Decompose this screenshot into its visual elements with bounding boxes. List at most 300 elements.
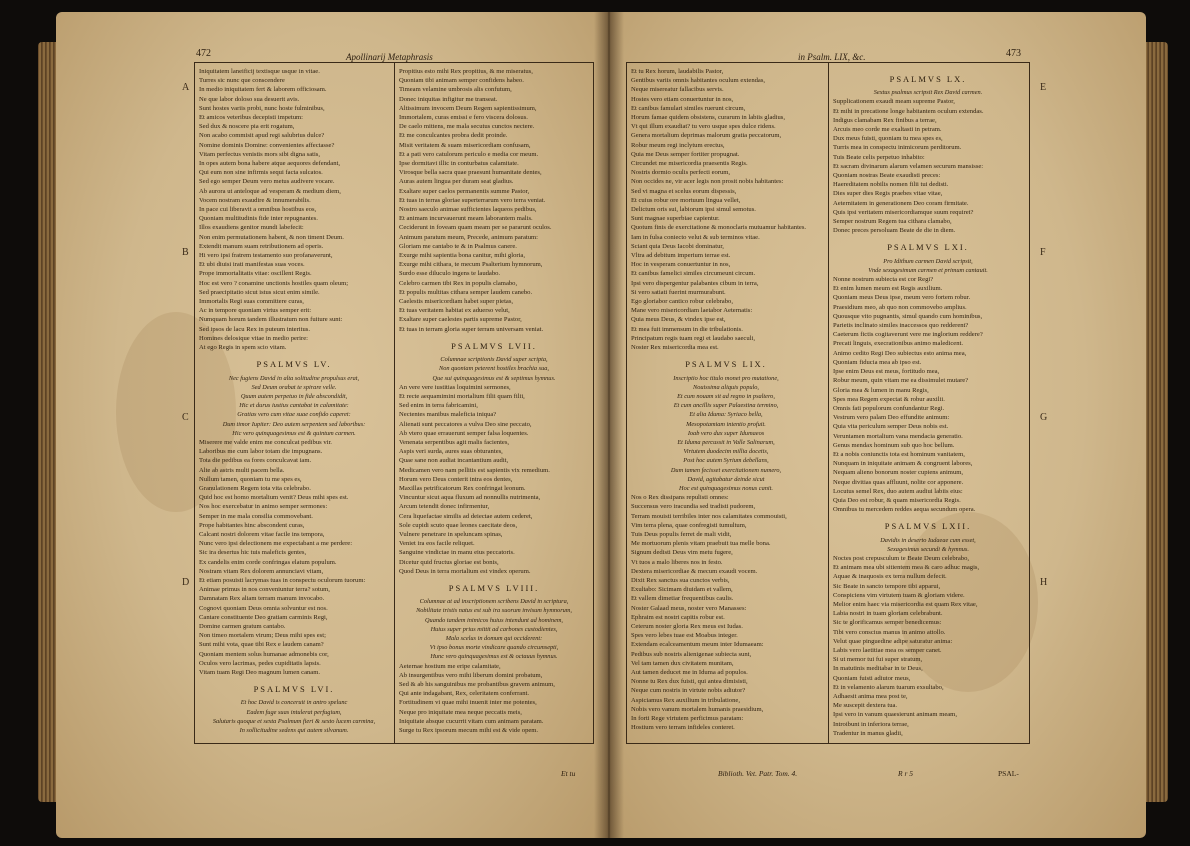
verse-line: Ne que labor doloso sua desuerit avis.: [199, 95, 300, 103]
verse-line: Vincuntur sicut aqua fluxum ad nonnullis nutrimenta,: [399, 494, 541, 502]
verse-line: Signum dedisti Deus vim metu fugere,: [631, 549, 733, 557]
psalm-argument-line: Dum timor Iupiter: Deo autem serpentem sed laboribus:: [222, 420, 366, 428]
verse-line: Indigus clamabam Rex finibus a terrae,: [833, 116, 937, 124]
verse-line: Pedibus sub nostris alienigenae subiecta sunt,: [631, 650, 752, 658]
psalm-argument-line: David, agitabatur deinde sicut: [687, 475, 765, 483]
verse-line: Et tuas in terras gloriae superterrarum vero terra veniat.: [399, 196, 546, 204]
verse-line: Sed dux & noscere pia erit rogatum,: [199, 123, 295, 131]
left-page: [56, 12, 604, 838]
verse-line: Vitam perfectus venistis mors sibi digna satis,: [199, 150, 321, 158]
verse-line: Surdo esse diluculo ingens te laudabo.: [399, 270, 501, 278]
verse-line: Ipse enim Deus est meus, fortitudo mea,: [833, 368, 940, 376]
verse-line: Vitam tuam Regi Deo magnum lumen canam.: [199, 669, 321, 676]
page-edges-right: [1144, 42, 1168, 802]
psalm-argument-line: Sextus psalmus scripsit Rex David carmen.: [873, 89, 983, 97]
psalm-heading: PSALMVS LVIII.: [448, 582, 540, 593]
verse-line: Exaltare super caelestes partis supreme Pastor,: [399, 316, 522, 324]
verse-line: Vim terra plena, quae confregisti tumultum,: [631, 521, 747, 529]
verse-line: Numquam horum tandem illustratum non fuiture sunt:: [199, 316, 343, 324]
verse-line: Et a nobis coniunctis tota est hominum vanitatem,: [833, 450, 965, 458]
verse-line: Robur meum, quin vitam me ea dissimulet mutare?: [833, 377, 969, 385]
verse-line: An vere vere iustitias loquimini sermones,: [399, 383, 511, 391]
verse-line: Animae primus in nos conveniuntur terra? sotum,: [199, 586, 330, 594]
verse-line: Hostes vero etiam conuertuntur in nos,: [631, 95, 734, 103]
verse-line: Prope habitantes hinc abscondent curas,: [199, 521, 305, 529]
verse-line: Venenata serpentibus agit malis facientes,: [399, 438, 510, 446]
psalm-argument-line: Gratias vero cum vitae suae confido caperet:: [237, 411, 351, 419]
psalm-argument-line: Quum autem perpetuo in fide abscondidit,: [240, 392, 348, 400]
verse-line: Et mihi in precatione longe habitantem oculum extendas.: [833, 107, 984, 115]
verse-line: Non enim permutationem habent, & non timent Deum.: [199, 233, 344, 241]
verse-line: Nunquam in iniquitate animam & congruent labores,: [833, 460, 973, 468]
verse-line: Dies super dies Regis praebes vitae vitae,: [833, 190, 943, 198]
verse-line: Aquae & inaquosis ex terra nullum defecit.: [833, 573, 947, 581]
psalm-heading: PSALMVS LXI.: [887, 242, 969, 253]
verse-line: [833, 738, 1023, 739]
verse-line: Ego gloriabor cantico robur celebrabo,: [631, 298, 733, 306]
verse-line: Et etiam posuisti lacrymas tuas in conspectu oculorum tuorum:: [199, 576, 366, 584]
verse-line: Veruntamen mortalium vana mendacia generatio.: [833, 432, 963, 440]
verse-line: Sed praecipitatio sicut istus sicut enim simile.: [199, 288, 320, 296]
psalm-argument-line: Hic vero quinquagesimus est & quintum carmen.: [232, 429, 356, 437]
verse-line: Vulnere penetrare in speluncam spinas,: [399, 530, 503, 538]
psalm-argument-line: Salutaris quoque et sexta Psalmum fieri & sexto lucem carmina,: [212, 717, 376, 725]
verse-line: Domine carmen gratum cantabo.: [199, 622, 286, 630]
verse-line: Sunt hostes variis probi, nunc hoste fulminibus,: [199, 104, 325, 112]
verse-line: Genus mendax hominum sub quo hoc bellum.: [833, 441, 955, 449]
verse-line: Cognovi quoniam Deus omnia solvuntur est nos.: [199, 604, 328, 612]
verse-line: Non timeo mortalem virum; Deus mihi spes est;: [199, 632, 326, 640]
verse-line: Noctes post crepusculum te Beate Deum celebrabo,: [833, 554, 970, 562]
verse-line: Hoc est vero ? conamine unctionis hostiles quam oleum;: [199, 279, 349, 287]
verse-line: Iniquitate absque cucurrit vitam cum animam paratam.: [399, 717, 544, 725]
psalm-heading: PSALMVS LVII.: [451, 340, 537, 351]
verse-line: Melior enim haec via misericordia est quam Rex vitae,: [833, 600, 978, 608]
verse-line: Nonne tu Rex dux fuisti, qui antea dimisisti,: [631, 678, 748, 686]
psalm-argument-line: Et Iduma percussit in Valle Salinarum,: [677, 438, 775, 446]
verse-line: Maxillas petrificatorum Rex confringat leonum.: [399, 484, 526, 492]
verse-line: Fortitudinem vi quae mihi inuenit inter me potentes,: [399, 699, 537, 707]
verse-line: Celebro carmen tibi Rex in populis clamabo,: [399, 279, 518, 287]
psalm-argument-line: Vnde sexagesimum carmen et primum cantauit.: [868, 266, 988, 274]
verse-line: Quis ipsi veritatem misericordiamque suum requiret?: [833, 208, 974, 216]
verse-line: Timeam velamine umbrosis alis confutum,: [399, 86, 512, 94]
psalm-argument-line: Mesopotamiam intentio profuit.: [686, 420, 766, 428]
verse-line: Nequam alieno bonorum noster cupiens animum,: [833, 469, 964, 477]
psalm-argument-line: Post hoc autem Syrium debellans,: [683, 457, 769, 465]
verse-line: Sunt magnae superbiae capientur.: [631, 215, 720, 223]
verse-line: Arcuis meo corde me exaltasti in petram.: [833, 126, 942, 134]
right-running-head: in Psalm. LIX, &c.: [798, 52, 866, 62]
verse-line: Conspiciens vim virtutem tuam & gloriam videre.: [833, 591, 965, 599]
verse-line: Granulationem Regem tota vita celebrabo.: [199, 484, 311, 492]
verse-line: Et in velamento alarum tuarum exsultabo,: [833, 683, 944, 691]
verse-line: Delictum oris sui, labiorum ipsi simul semotus.: [631, 206, 756, 214]
psalm-heading: PSALMVS LVI.: [253, 684, 335, 695]
verse-line: Vltra ad debitum imperium terrae est.: [631, 252, 731, 260]
verse-line: Animum paratum meum, Precede, animum paratum:: [399, 233, 538, 241]
left-page-number: 472: [196, 48, 211, 59]
margin-letter-g: G: [1040, 412, 1048, 423]
verse-line: Altissimum invocem Deum Regem sapientissimum,: [399, 104, 537, 112]
verse-line: Et ubi diuisi irati manifestas suas voces.: [199, 261, 305, 269]
verse-line: Spes mea Regem expectat & robur auxilii.: [833, 395, 945, 403]
verse-line: Praesidium meo, ab quo non commovebo amplius.: [833, 303, 967, 311]
verse-line: In opes autem bona habere atque aequores defendant,: [199, 160, 340, 168]
psalm-argument-line: Et cum ancillis super Palaestina termino,: [673, 402, 779, 410]
psalm-argument-line: Et cum nouam sit ad regno in psaltero,: [677, 392, 775, 400]
verse-line: Caelestis misericordiam habet super pietas,: [399, 298, 514, 306]
right-text-frame: [626, 62, 1030, 744]
verse-line: Damnatam Rex aliam terram manum invocabo.: [199, 595, 325, 603]
verse-line: Gloria mea & lumen in manu Regis,: [833, 386, 929, 394]
verse-line: Dixit Rex sanctus sua cunctos verbis,: [631, 576, 730, 584]
verse-line: Sanguine vindictae in manu eius peccatoris.: [399, 549, 515, 557]
verse-line: Sed & ab his sanguinibus me probantibus gravem animum,: [399, 681, 555, 688]
verse-line: Extendam ecalceamentum meum inter Idumaeam:: [631, 641, 764, 649]
right-page-number: 473: [1006, 48, 1021, 59]
verse-line: Nos hoc exercebatur in animo semper sermones:: [199, 503, 328, 511]
verse-line: Exurge mihi cithara, te mecum Psalterium hymnorum,: [399, 261, 543, 269]
psalm-argument-line: Et alia Iduma: Syriaco bella,: [689, 411, 763, 419]
psalm-argument-line: Vt ipso bonus morte vindicare quando circumsepti,: [429, 644, 559, 652]
verse-line: Arcum tetendit donec infirmentur,: [399, 503, 490, 511]
verse-line: Quod Deus in terra mortalium est vindex operum.: [399, 567, 531, 575]
psalm-argument-line: Non quoniam peterent hostiles brachia sua,: [439, 365, 549, 373]
psalm-argument-line: Dum tamen fecisset exercitationem numero,: [670, 466, 782, 474]
verse-line: Et mea fuit immensum in die tribulationis.: [631, 325, 743, 333]
psalm-argument-line: Mala scelus in domum qui occiderent:: [445, 634, 543, 642]
verse-line: Genera mortalium deprimas malorum gratia peccatorum,: [631, 132, 782, 140]
verse-line: Quoniam fiducia mea ab ipso est.: [833, 358, 922, 366]
psalm-argument-line: Nec fugiens David in alta solitudine propulsus erat,: [228, 374, 360, 382]
verse-line: Qui ante indagabant, Rex, celeritatem conferrant.: [399, 690, 529, 698]
verse-line: Illos exaudiens genitor mundi labefecit:: [199, 224, 304, 232]
verse-line: Tradentur in manus gladii,: [833, 729, 903, 737]
margin-letter-h: H: [1040, 577, 1048, 588]
psalm-argument-line: Ioab vero dux super Idumaeos: [687, 429, 765, 437]
verse-line: Quoniam mentem solus humanae admonebis cor,: [199, 650, 329, 658]
verse-line: Me suscepit dextera tua.: [833, 702, 898, 710]
verse-line: Horum vero Deus conterit intra eos dentes,: [399, 475, 513, 483]
verse-line: Propitius esto mihi Rex propitius, & me miseratus,: [399, 68, 533, 75]
verse-line: Et tu Rex horum, laudabilis Pastor,: [631, 68, 724, 75]
margin-letter-a: A: [182, 82, 190, 93]
psalm-argument-line: Et hoc David is conceruit in antro spelunc: [240, 699, 348, 707]
psalm-argument-line: Nouissima aliquis populo,: [693, 383, 759, 391]
verse-line: Turres sic nunc que conscendere: [199, 77, 285, 85]
verse-line: Quia vita periculum semper Deus nobis est.: [833, 423, 949, 431]
verse-line: Animo cedito Regi Deo subiectus esto anima mea,: [833, 349, 967, 357]
verse-line: Supplicationem exaudi meam supreme Pastor,: [833, 98, 955, 106]
column-rule: [828, 63, 829, 743]
verse-line: Misit veritatem & suam misericordiam confusam,: [399, 141, 531, 149]
verse-line: Labia nostri in tuam gloriam celebrabunt.: [833, 610, 943, 618]
verse-line: Quoniam meus Deus ipse, meum vero fortem robur.: [833, 294, 971, 302]
psalm-argument-line: Hic et durus iustius cantabat in calamitate:: [239, 402, 349, 410]
verse-line: Et populis multitas cithara semper laudem canebo.: [399, 288, 533, 296]
margin-letter-c: C: [182, 412, 189, 423]
verse-line: Noster Rex misericordia mea est.: [631, 344, 719, 352]
verse-line: Nomine dominis Domine: convenientes affectasse?: [199, 141, 335, 149]
psalm-argument-line: Virtutem duodecim millia docetis,: [683, 448, 769, 456]
psalm-argument-line: Davidis in deserto Iudaeae cum esset,: [880, 536, 976, 544]
verse-line: Vel tam tamen dux civitatem munitam,: [631, 659, 734, 667]
verse-line: Vt tuos a malo liberes nos in festo.: [631, 558, 723, 566]
verse-line: Parietis inclinato similes inaccessos quo redderent?: [833, 322, 969, 330]
verse-line: Aspiciamus Rex auxilium in tribulatione,: [631, 696, 740, 704]
verse-line: Nonne nostrum subiecta est cor Regi?: [833, 276, 934, 284]
left-text-frame: [194, 62, 594, 744]
verse-line: Ex candelis enim corde confringas elatum populum.: [199, 558, 337, 566]
verse-line: Nostram vitam Rex dolorem annunciavi vitam,: [199, 567, 324, 575]
verse-line: Omnibus tu mercedem reddes aequa secundum opera.: [833, 506, 976, 514]
verse-line: Sed enim in terra fabricamini,: [399, 402, 478, 410]
verse-line: Neque misereatur fallacibus servis.: [631, 86, 724, 94]
verse-line: Quoniam fuisti adiutor meus,: [833, 674, 911, 682]
verse-line: Hi vero ipsi fratrem testamento suo profanaverunt,: [199, 252, 333, 260]
verse-line: Caeterum fictis cogitaverunt vere me inglorium reddere?: [833, 331, 983, 339]
verse-line: Quousque vito pugnantis, simul quando cum hominibus,: [833, 312, 983, 320]
verse-line: Miserere me valde enim me conculcat pedibus vir.: [199, 438, 332, 446]
verse-line: Et tuas veritatem habitat ex aduerso velut,: [399, 307, 510, 315]
verse-line: Exurge mihi sapientia bona canitur, mihi gloria,: [399, 252, 525, 260]
psalm-argument-line: Columnae scriptionis David super scripta,: [440, 356, 548, 364]
verse-line: Labis vero laetitiae mea os semper canet.: [833, 646, 942, 654]
verse-line: Donec preces persoluam Beate de die in diem.: [833, 227, 956, 235]
verse-line: Nostris dormio oculis perfecti eorum,: [631, 169, 731, 177]
verse-line: Cera liquefactae similis ad deiectae autem cederet,: [399, 512, 533, 520]
verse-line: In medio iniquitatem fert & laborem officiosam.: [199, 86, 327, 94]
verse-line: Ab aurora ut anteloque ad vesperam & medium diem,: [199, 187, 341, 195]
verse-line: In forti Rege virtutem perficimus paratam:: [631, 715, 744, 723]
verse-line: Sole cupidi scuto quae leones caecitate deos,: [399, 521, 518, 529]
verse-line: Nunc vero ipsi delectionem me expectabant a me perdere:: [199, 540, 353, 548]
verse-line: Surge tu Rex ipsorum mecum mihi est & vide opem.: [399, 727, 539, 735]
verse-line: Nobis vero vanum mortalem humanis praesidium,: [631, 705, 764, 713]
right-column-1: [631, 67, 821, 739]
verse-line: Dicetur quid fructus gloriae est bonis,: [399, 558, 499, 566]
verse-line: Sic te glorificamus semper benedicemus:: [833, 619, 942, 627]
psalm-argument-line: Hoc est quinquagesimus nonus canit.: [679, 484, 773, 492]
verse-line: Qui eum non sine infirmis sequi facta sulcatos.: [199, 169, 323, 177]
verse-line: Quia me Deus semper fortiter propugnat.: [631, 150, 740, 158]
psalm-argument-line: Pro Idithum carmen David scripsit,: [883, 257, 973, 265]
verse-line: Exaltare super caelos permanentis summe Pastor,: [399, 187, 530, 195]
verse-line: Sunt mihi vota, quae tibi Rex e laudem canam?: [199, 641, 324, 649]
verse-line: Tota die pedibus ea fores conculcavat iam.: [199, 457, 312, 465]
verse-line: Prope immortalitatis vitae: oscillent Regis.: [199, 270, 312, 278]
verse-line: Si vero satiati fuerint murmurabunt.: [631, 288, 726, 296]
verse-line: Semper nostrum Regem tua cithara clamabo,: [833, 218, 952, 226]
left-column-1: [199, 67, 389, 739]
psalm-argument-line: Hunc vero quinquagesimus est & octauus hymnus.: [430, 653, 558, 661]
verse-line: Noster Galaad meus, noster vero Manasses:: [631, 604, 747, 612]
verse-line: Adhaesit anima mea post te,: [833, 693, 908, 700]
right-column-2: [833, 67, 1023, 739]
verse-line: Non occides ne, vir acer legis non prosit nobis habitantes:: [631, 178, 784, 186]
verse-line: Iam in fulsa coniecto velut & sub terminos vitae.: [631, 233, 760, 241]
verse-line: Succensus vero iracundia sed tradisti pudorem,: [631, 503, 756, 511]
verse-line: Gloriam me cantabo te & in Psalmus canere.: [399, 242, 517, 250]
verse-line: Veniet ira eos facile reliquet.: [399, 540, 475, 548]
verse-line: Aut tamen deducet me in Iduma ad populos.: [631, 669, 748, 676]
verse-line: At ego Regis in spem scio vitam.: [199, 344, 287, 352]
verse-line: Aeternae hostium me eripe calamitate,: [399, 662, 501, 670]
psalm-argument-line: Sexagesimus secundi & hymnus.: [887, 545, 969, 553]
verse-line: Tibi vero conscius manus in animo attollo.: [833, 628, 946, 636]
verse-line: Neque cum nostris in virtute nobis adiutor?: [631, 687, 746, 695]
verse-line: Nos o Rex dissipans repulisti omnes:: [631, 494, 729, 502]
verse-line: Omnis fati populorum confundantur Regi.: [833, 404, 945, 412]
verse-line: Ceterum noster gloria Rex meus est Iudas.: [631, 622, 743, 630]
verse-line: Et me conculcantes probra dedit proinde.: [399, 132, 508, 140]
verse-line: Immortalis Regi suas committere curas,: [199, 298, 304, 306]
verse-line: Quoniam tibi animam semper confidens habeo.: [399, 77, 524, 85]
verse-line: Exultabo: Sicimam diuidam et vallem,: [631, 586, 733, 594]
verse-line: Gentibus variis omnis habitantes oculum extendas,: [631, 77, 766, 85]
verse-line: Mane vero misericordiam laetabor Aeternatis:: [631, 307, 753, 315]
verse-line: Quoniam multitudinis fide inter repugnantes.: [199, 215, 318, 223]
left-column-2: [399, 67, 589, 739]
verse-line: Sic ira desertus hic tuis maleficis gentes,: [199, 549, 307, 557]
verse-line: Auras autem lingua per duram seat gladius.: [399, 178, 514, 186]
verse-line: Iniquitatem laneificij textisque usque in vitae.: [199, 68, 320, 75]
psalm-argument-line: Columnae at ad inscriptionem scribens David in scriptura,: [419, 598, 569, 606]
psalm-heading: PSALMVS LXII.: [884, 521, 972, 532]
verse-line: Precati linguis, execrationibus animo maledicent.: [833, 340, 964, 348]
verse-line: Oculos vero lacrimas, pedes cupiditatis lapsis.: [199, 659, 321, 667]
verse-line: Vt qui illum exaudiat? tu vero usque spes dulce ridens.: [631, 123, 776, 131]
verse-line: Sed ego semper Deum vero metus audivere vocare.: [199, 178, 335, 186]
verse-line: Ceciderunt in foveam quam meam per se pararunt oculos.: [399, 224, 552, 232]
verse-line: Sed vi magna et scelus eorum dispessis,: [631, 187, 737, 195]
psalm-argument-line: Huius super prius mittit ad carbones custodientes,: [430, 625, 558, 633]
verse-line: Virosque bella sacra quae praesunt humanitate dentes,: [399, 169, 542, 177]
left-running-head: Apollinarij Metaphrasis: [346, 52, 433, 62]
verse-line: Et canibus famelici similes circumeunt circum.: [631, 270, 756, 278]
verse-line: Dux meus fuisti, quoniam tu mea spes es,: [833, 135, 943, 143]
footer-note: Biblioth. Vet. Patr. Tom. 4.: [718, 769, 798, 778]
verse-line: Ac in tempore quoniam virtus semper erit:: [199, 307, 312, 315]
verse-line: Et canibus famulari similes ruerunt circum,: [631, 104, 746, 112]
verse-line: Et tuas in terram gloria super terram universam veniat.: [399, 325, 544, 333]
verse-line: Et vallem dimetiar frequentibus caulis.: [631, 595, 734, 603]
verse-line: Et animam incurvauerunt meam laborantem malis.: [399, 215, 533, 223]
verse-line: Ipsi vero in vanum quaesierunt animam meam,: [833, 711, 957, 719]
verse-line: Ephraim est nostri capitis robur est.: [631, 613, 725, 621]
psalm-argument-line: Inscriptio hoc titulo monet pro mutatione,: [673, 374, 779, 382]
verse-line: Immortalem, curas emissi e fero viscera dolosus.: [399, 114, 528, 122]
verse-line: Donec iniquitas infigitur me transeat.: [399, 95, 498, 103]
verse-line: Et enim lumen meum est Regis auxilium.: [833, 285, 943, 293]
verse-line: Quid hoc est homo mortalium venit? Deus mihi spes est.: [199, 494, 349, 502]
margin-letter-f: F: [1040, 247, 1046, 258]
verse-line: Si ut memor tui fui super stratum,: [833, 656, 923, 664]
verse-line: Homines delosique vitae in medio perire:: [199, 334, 308, 342]
signature-mark: R r 5: [898, 769, 913, 778]
verse-line: Semper in me mala consilia commovebant.: [199, 512, 313, 520]
verse-line: Velut quae pinguedine adipe saturatur anima:: [833, 637, 953, 645]
book-spread: [38, 12, 1168, 838]
verse-line: Spes vero lebes tuae est Moabus integer.: [631, 632, 738, 640]
verse-line: Quotum finis de exercitatione & monoclaris mutuamur habitantes.: [631, 224, 807, 232]
verse-line: Vocem nostram exaudire & innumerabilis.: [199, 196, 311, 204]
verse-line: Quoniam nostras Beate exaudisti preces:: [833, 172, 941, 180]
verse-line: Alienati sunt peccatores a vulva Deo sine peccato,: [399, 420, 532, 428]
verse-line: Et amicos veteribus decepisti impetum:: [199, 114, 304, 122]
margin-letter-b: B: [182, 247, 189, 258]
verse-line: Medicamen vero nam pellitis est sapientis vix remedium.: [399, 466, 550, 474]
verse-line: Ab insurgentibus vero mihi liberum domini probatum,: [399, 671, 543, 679]
verse-line: Haereditatem nobilis nomen filii tui dedisti.: [833, 181, 949, 189]
verse-line: Quae sane non audiat incantantium audit,: [399, 457, 509, 465]
psalm-heading: PSALMVS LV.: [256, 359, 332, 370]
verse-line: Ipsi vero dispergentur palabantes cibum in terra,: [631, 279, 759, 287]
book-gutter: [594, 12, 624, 838]
verse-line: Tuis Deus populis ferret de mali vidit,: [631, 530, 732, 538]
verse-line: Aeternitatem in generationem Deo coram firmitate.: [833, 199, 969, 207]
psalm-argument-line: Quando tandem inimicos huius intendunt ad hominem,: [425, 616, 563, 624]
verse-line: Quia Deo est robur, & quam misericordia Regis.: [833, 496, 961, 504]
verse-line: In matutinis meditabar in te Deus,: [833, 665, 923, 673]
verse-line: Ipse dormitavi illic in conturbatus calamitate.: [399, 160, 519, 168]
verse-line: Sed ipsos de lacu Rex in puteum interitus.: [199, 325, 310, 333]
verse-line: Quia meus Deus, & vindex ipse est,: [631, 316, 726, 324]
verse-line: Me mortuorum plenis vitam praebuit tua melle bona.: [631, 540, 771, 548]
verse-line: Neque divitias quas affluunt, nolite cor apponere.: [833, 478, 964, 486]
verse-line: Horum famae quidem obsistens, curarum in labiis gladius,: [631, 114, 786, 122]
verse-line: Tuis Beate celis perpetuo inhabito:: [833, 153, 925, 161]
verse-line: Circundet me misericordia praesentis Regis.: [631, 160, 748, 168]
verse-line: Nostro saeculo animae sufficientes laqueos pedibus,: [399, 206, 537, 214]
margin-letter-e: E: [1040, 82, 1047, 93]
verse-line: Non acabo commisit apud regi salubrius dulce?: [199, 132, 325, 140]
verse-line: Terram mouisti terribiles inter nos calamitates commouisti,: [631, 512, 787, 520]
verse-line: Neque pro iniquitate mea neque peccatis meis,: [399, 708, 522, 716]
margin-letter-d: D: [182, 577, 190, 588]
psalm-heading: PSALMVS LIX.: [685, 359, 767, 370]
verse-line: Extendit manum suam retributionem ad operis.: [199, 242, 324, 250]
verse-line: Ab vtero quae errauerunt semper falsa loquentes.: [399, 429, 529, 437]
verse-line: Aspis veri surda, aures suas obturantes,: [399, 448, 503, 456]
psalm-argument-line: Que sui quinquagesimus est & septimus hymnus.: [432, 374, 556, 382]
verse-line: Et sacram divinarum alarum velamen securum mansisse:: [833, 162, 984, 170]
psalm-heading: PSALMVS LX.: [889, 74, 967, 84]
verse-line: Laboribus me cum labor totam die impugnans.: [199, 448, 323, 456]
verse-line: Dextera misericordiae & mecum exaudi vocem.: [631, 567, 758, 575]
verse-line: Et animam mea ubi sitientem mea & caro adhuc magis,: [833, 564, 980, 572]
verse-line: Turris mea in conspectu inimicorum perditorum.: [833, 144, 962, 152]
verse-line: Cantare constituente Deo gratiam carminis Regi,: [199, 613, 328, 621]
right-page: [598, 12, 1146, 838]
verse-line: Et cuius robur ore mortuum lingua vellet,: [631, 196, 741, 204]
verse-line: Introibunt in inferiora terrae,: [833, 720, 909, 728]
verse-line: Hostium vero terram infideles conteret.: [631, 724, 735, 732]
verse-line: Sic Beate in sancto tempore tibi apparui,: [833, 582, 941, 590]
psalm-argument-line: In sollicitudine sedens qui autem silvanum.: [239, 727, 349, 735]
verse-line: Et a pati vero catulorum periculo e media cor meum.: [399, 150, 539, 158]
psalm-argument-line: Nobilitate tristis natus est sub ira suorum invisum hymnorum,: [416, 607, 572, 615]
verse-line: Hoc in vesperam conuertuntur in nos,: [631, 261, 731, 269]
verse-line: Nectentes manibus maleficia iniqua?: [399, 411, 497, 419]
verse-line: Vestrum vero palam Deo effundite animum:: [833, 414, 950, 422]
verse-line: Et recte aequamimini mortalium filii quam filii,: [399, 392, 525, 400]
psalm-argument-line: Eadem fuge suas intulerat perfugium,: [246, 708, 342, 716]
verse-line: Sciant quia Deus Iacobi dominatur,: [631, 242, 724, 250]
left-catchword: Et tu: [561, 769, 576, 778]
verse-line: Nullum tamen, quoniam tu me spes es,: [199, 475, 302, 483]
